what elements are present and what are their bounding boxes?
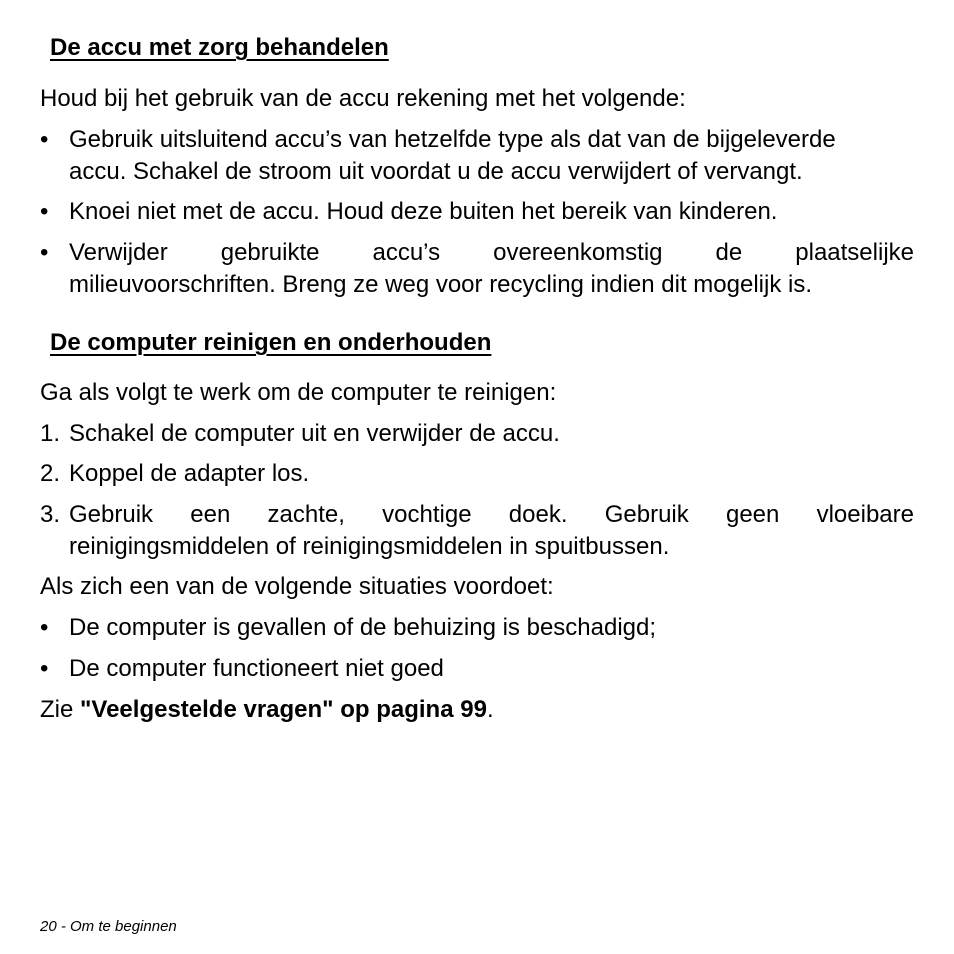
- bullet-marker: •: [40, 198, 49, 225]
- step-number: 3.: [40, 501, 61, 528]
- step-text: [69, 458, 914, 490]
- numbered-step: [40, 458, 914, 490]
- bullet-line: milieuvoorschriften. Breng ze weg voor recycling indien dit mogelijk is.: [69, 271, 812, 298]
- bullet-text: [69, 653, 914, 685]
- bullet-marker: •: [40, 655, 49, 682]
- bullet-line: Gebruik uitsluitend accu’s van hetzelfde type als dat van de bijgeleverde: [69, 126, 836, 153]
- bullet-item: [40, 196, 914, 228]
- bullet-item: [40, 612, 914, 644]
- bullet-item: [40, 237, 914, 301]
- battery-intro: Houd bij het gebruik van de accu rekening met het volgende:: [40, 85, 686, 112]
- cleaning-intro: Ga als volgt te werk om de computer te reinigen:: [40, 379, 557, 406]
- bullet-item: [40, 653, 914, 685]
- bullet-item: [40, 124, 914, 188]
- bullet-text: [69, 612, 914, 644]
- faq-cross-reference-link[interactable]: "Veelgestelde vragen" op pagina 99: [80, 696, 487, 723]
- section-heading-battery: De accu met zorg behandelen: [50, 34, 389, 61]
- step-number: 2.: [40, 460, 61, 487]
- page-footer: 20 - Om te beginnen: [40, 918, 177, 935]
- step-text: [69, 418, 914, 450]
- bullet-marker: •: [40, 239, 49, 266]
- step-line: reinigingsmiddelen of reinigingsmiddelen in spuitbussen.: [69, 533, 670, 560]
- bullet-line: Verwijder gebruikte accu’s overeenkomstig de plaatselijke: [69, 239, 914, 266]
- numbered-step: [40, 418, 914, 450]
- step-line: Koppel de adapter los.: [69, 460, 310, 487]
- numbered-step: [40, 499, 914, 563]
- bullet-line: Knoei niet met de accu. Houd deze buiten het bereik van kinderen.: [69, 198, 778, 225]
- bullet-text: [69, 124, 914, 188]
- step-line: Gebruik een zachte, vochtige doek. Gebruik geen vloeibare: [69, 501, 914, 528]
- bullet-line: De computer is gevallen of de behuizing is beschadigd;: [69, 614, 657, 641]
- section-heading-cleaning: De computer reinigen en onderhouden: [50, 329, 492, 356]
- step-number: 1.: [40, 420, 61, 447]
- bullet-text: [69, 196, 914, 228]
- bullet-marker: •: [40, 126, 49, 153]
- bullet-marker: •: [40, 614, 49, 641]
- step-line: Schakel de computer uit en verwijder de accu.: [69, 420, 560, 447]
- situations-intro: Als zich een van de volgende situaties voordoet:: [40, 573, 554, 600]
- bullet-line: accu. Schakel de stroom uit voordat u de accu verwijdert of vervangt.: [69, 158, 803, 185]
- see-prefix: Zie: [40, 696, 81, 723]
- see-reference: [40, 694, 494, 726]
- step-text: [69, 499, 914, 563]
- bullet-text: [69, 237, 914, 301]
- bullet-line: De computer functioneert niet goed: [69, 655, 444, 682]
- see-suffix: .: [486, 696, 494, 723]
